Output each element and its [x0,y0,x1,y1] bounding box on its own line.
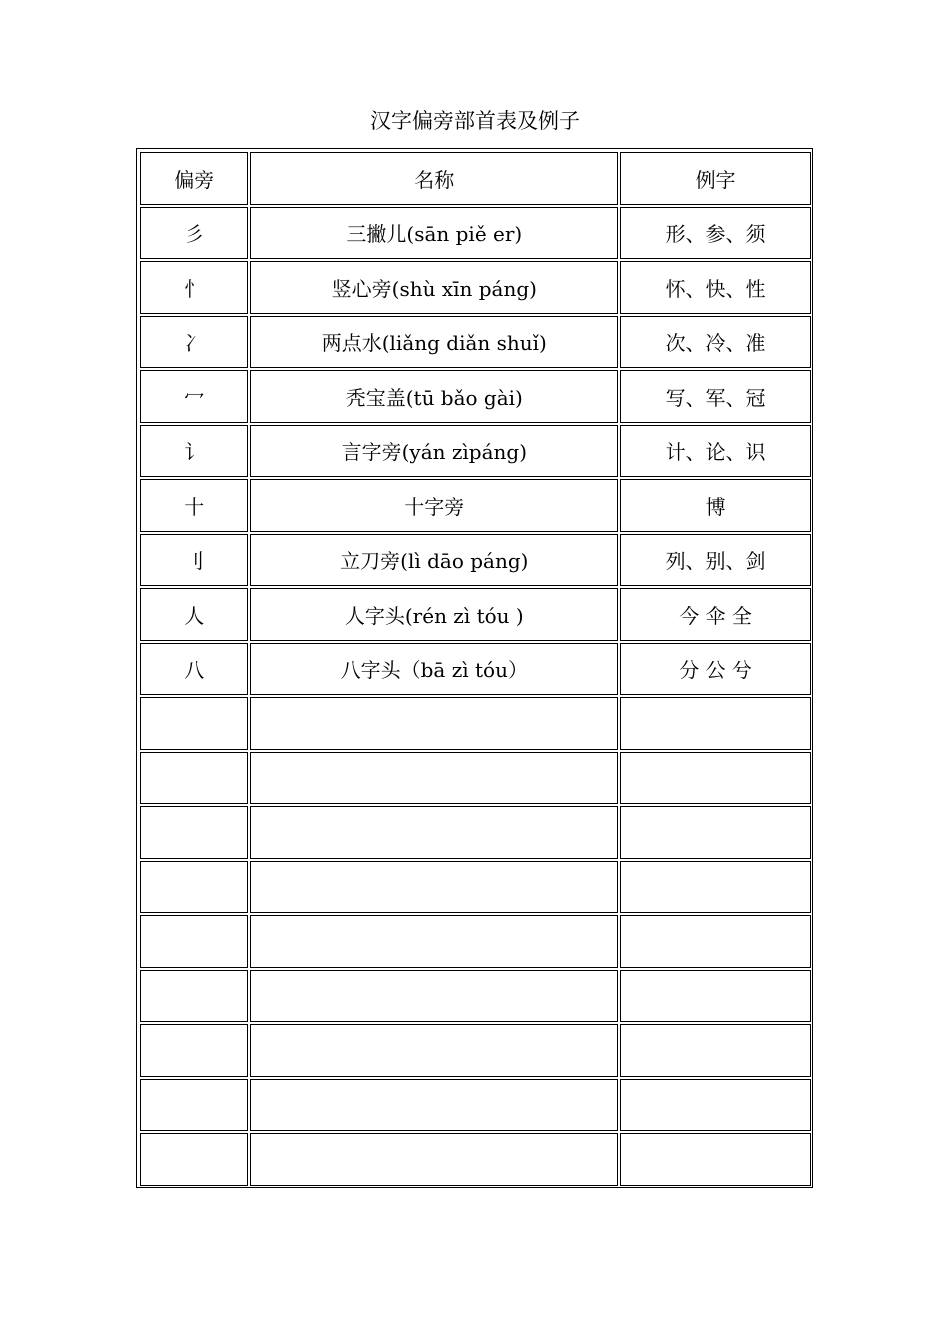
empty-row [140,752,811,805]
name-cell: 秃宝盖(tū bǎo gài) [250,370,618,423]
radical-cell: 冖 [140,370,248,423]
radical-cell: 刂 [140,534,248,587]
examples-cell: 列、别、剑 [620,534,811,587]
empty-cell [620,1024,811,1077]
examples-cell: 写、军、冠 [620,370,811,423]
radical-table-frame [136,148,813,1188]
empty-row [140,861,811,914]
empty-cell [250,1079,618,1132]
empty-cell [140,1079,248,1132]
radical-table [138,150,813,1188]
examples-cell: 分 公 兮 [620,643,811,696]
empty-cell [140,861,248,914]
header-radical: 偏旁 [140,152,248,205]
radical-cell: 忄 [140,261,248,314]
empty-cell [620,697,811,750]
table-row [140,643,811,696]
empty-cell [250,1133,618,1186]
empty-cell [250,861,618,914]
radical-cell: 彡 [140,207,248,260]
empty-cell [140,752,248,805]
empty-cell [250,752,618,805]
table-row [140,316,811,369]
name-cell: 三撇儿(sān piě er) [250,207,618,260]
examples-cell: 博 [620,479,811,532]
empty-cell [140,697,248,750]
examples-cell: 今 伞 全 [620,588,811,641]
empty-cell [140,806,248,859]
empty-cell [620,806,811,859]
examples-cell: 怀、快、性 [620,261,811,314]
name-cell: 两点水(liǎng diǎn shuǐ) [250,316,618,369]
header-examples: 例字 [620,152,811,205]
name-cell: 言字旁(yán zìpáng) [250,425,618,478]
page-title: 汉字偏旁部首表及例子 [370,109,580,133]
table-row [140,370,811,423]
table-row [140,479,811,532]
empty-row [140,1024,811,1077]
empty-cell [250,1024,618,1077]
examples-cell: 计、论、识 [620,425,811,478]
empty-cell [250,806,618,859]
header-name: 名称 [250,152,618,205]
empty-cell [250,697,618,750]
empty-cell [140,915,248,968]
empty-row [140,1133,811,1186]
empty-row [140,806,811,859]
empty-cell [620,970,811,1023]
empty-cell [140,970,248,1023]
name-cell: 十字旁 [250,479,618,532]
empty-row [140,970,811,1023]
header-row [140,152,811,205]
empty-cell [250,970,618,1023]
name-cell: 人字头(rén zì tóu ) [250,588,618,641]
empty-cell [620,861,811,914]
empty-cell [140,1024,248,1077]
examples-cell: 次、冷、准 [620,316,811,369]
empty-cell [620,915,811,968]
empty-cell [620,1079,811,1132]
table-row [140,588,811,641]
empty-cell [140,1133,248,1186]
table-row [140,534,811,587]
empty-cell [250,915,618,968]
empty-row [140,1079,811,1132]
table-row [140,261,811,314]
name-cell: 八字头（bā zì tóu） [250,643,618,696]
empty-cell [620,752,811,805]
radical-cell: 八 [140,643,248,696]
empty-row [140,915,811,968]
empty-cell [620,1133,811,1186]
radical-cell: 人 [140,588,248,641]
radical-cell: 讠 [140,425,248,478]
empty-row [140,697,811,750]
examples-cell: 形、参、须 [620,207,811,260]
name-cell: 竖心旁(shù xīn páng) [250,261,618,314]
table-row [140,425,811,478]
name-cell: 立刀旁(lì dāo páng) [250,534,618,587]
table-row [140,207,811,260]
radical-cell: 十 [140,479,248,532]
radical-cell: 冫 [140,316,248,369]
